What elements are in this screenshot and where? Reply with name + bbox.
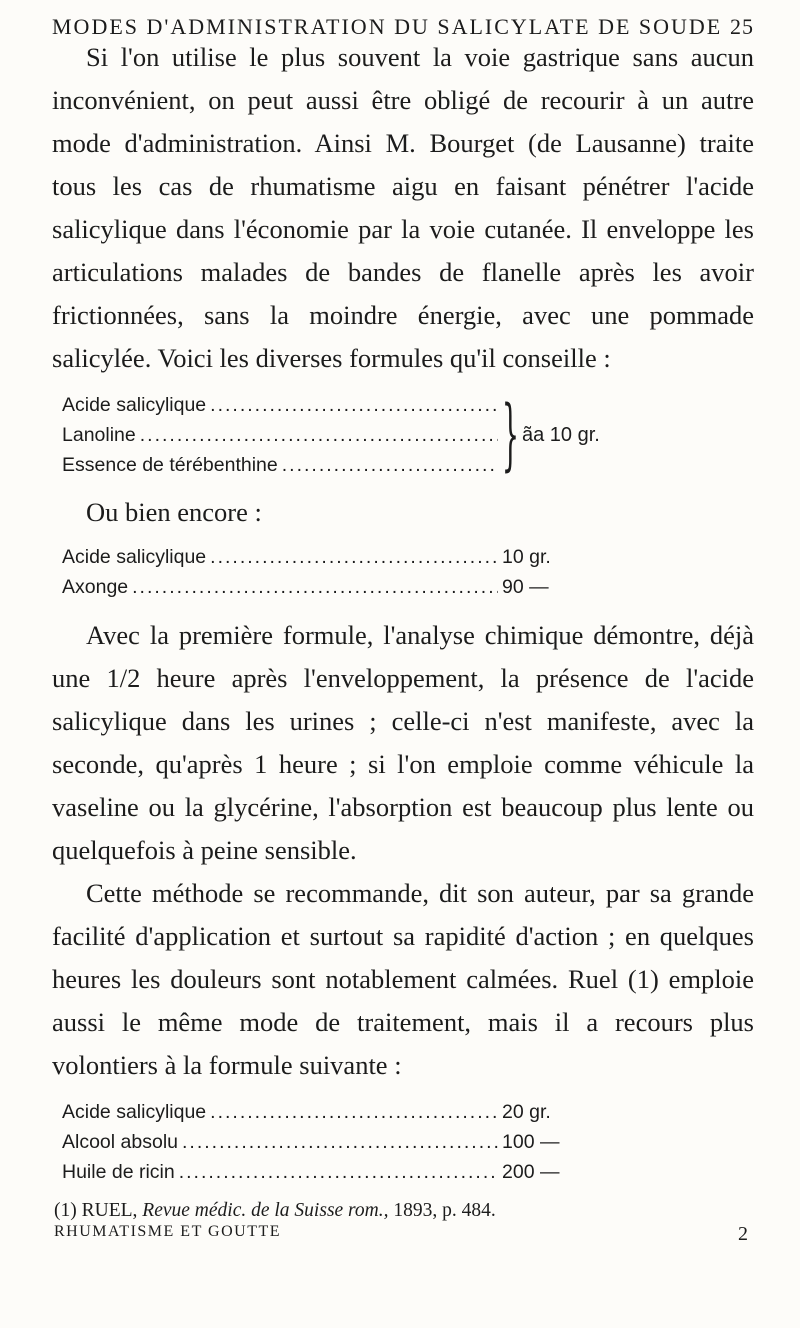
leader-dots [140,420,498,450]
ingredient-quantity: 10 gr. [502,546,551,568]
formula-row [62,1157,622,1187]
paragraph-method: Cette méthode se recommande, dit son auteur, par sa grande facilité d'application et surtout sa rapidité d'action ; en quelques heures les douleurs sont notablement calmées. Ruel (1) emploie aussi le même mode de traitement, mais il a recours plus volontiers à la formule suivante : [52,878,754,1080]
printer-signature [52,1223,754,1246]
ingredient-quantity: 100 — [502,1131,560,1153]
signature-number: 2 [738,1223,748,1245]
ingredient-quantity: 20 gr. [502,1101,551,1123]
paragraph-intro: Si l'on utilise le plus souvent la voie gastrique sans aucun inconvénient, on peut aussi être obligé de recourir à un autre mode d'administration. Ainsi M. Bourget (de Lausanne) traite tous les cas de rhumatisme aigu en faisant pénétrer l'acide salicylique dans l'économie par la voie cutanée. Il enveloppe les articulations malades de bandes de flanelle après les avoir frictionnées, sans la moindre énergie, avec une pommade salicylée. Voici les diverses formules qu'il conseille : [52,42,754,373]
footnote [52,1199,754,1223]
ingredient-quantity: 90 — [502,576,549,598]
running-title: MODES D'ADMINISTRATION DU SALICYLATE DE SOUDE [52,14,723,39]
page-number: 25 [730,14,754,39]
leader-dots [182,1127,498,1157]
leader-dots [282,450,498,480]
ingredient-name: Alcool absolu [62,1131,178,1153]
footnote-details: 1893, p. 484. [393,1200,496,1221]
footnote-journal: Revue médic. de la Suisse rom., [142,1200,389,1221]
formula-row [62,572,622,602]
ingredient-name: Acide salicylique [62,394,207,416]
paragraph-analysis: Avec la première formule, l'analyse chimique démontre, déjà une 1/2 heure après l'enveloppement, la présence de l'acide salicylique dans les urines ; celle-ci n'est manifeste, avec la seconde, qu'après 1 heure ; si l'on emploie comme véhicule la vaseline ou la glycérine, l'absorption est beaucoup plus lente ou quelquefois à peine sensible. [52,620,754,865]
signature-text: RHUMATISME ET GOUTTE [54,1223,282,1240]
formula-row [62,450,502,480]
ingredient-name: Lanoline [62,424,136,446]
ingredient-name: Axonge [62,576,129,598]
formula-ruel [62,1097,622,1187]
group-quantity: ãa 10 gr. [522,423,600,446]
ingredient-quantity: 200 — [502,1161,560,1183]
formula-row [62,420,502,450]
ingredient-name: Acide salicylique [62,546,207,568]
leader-dots [210,390,498,420]
right-brace: } [501,390,520,480]
leader-dots [179,1157,498,1187]
formula-bourget-1 [62,390,622,480]
running-head [52,0,754,39]
formula-row [62,542,622,572]
ingredient-name: Huile de ricin [62,1161,175,1183]
formula-row [62,1127,622,1157]
formula-row [62,1097,622,1127]
leader-dots [132,572,498,602]
paragraph-alternative: Ou bien encore : [86,497,262,527]
formula-row [62,390,502,420]
formula-bourget-2 [62,542,622,602]
footnote-author: RUEL, [81,1200,138,1221]
ingredient-name: Acide salicylique [62,1101,207,1123]
ingredient-name: Essence de térébenthine [62,454,278,476]
leader-dots [210,542,498,572]
footnote-marker: (1) [54,1200,77,1221]
leader-dots [210,1097,498,1127]
